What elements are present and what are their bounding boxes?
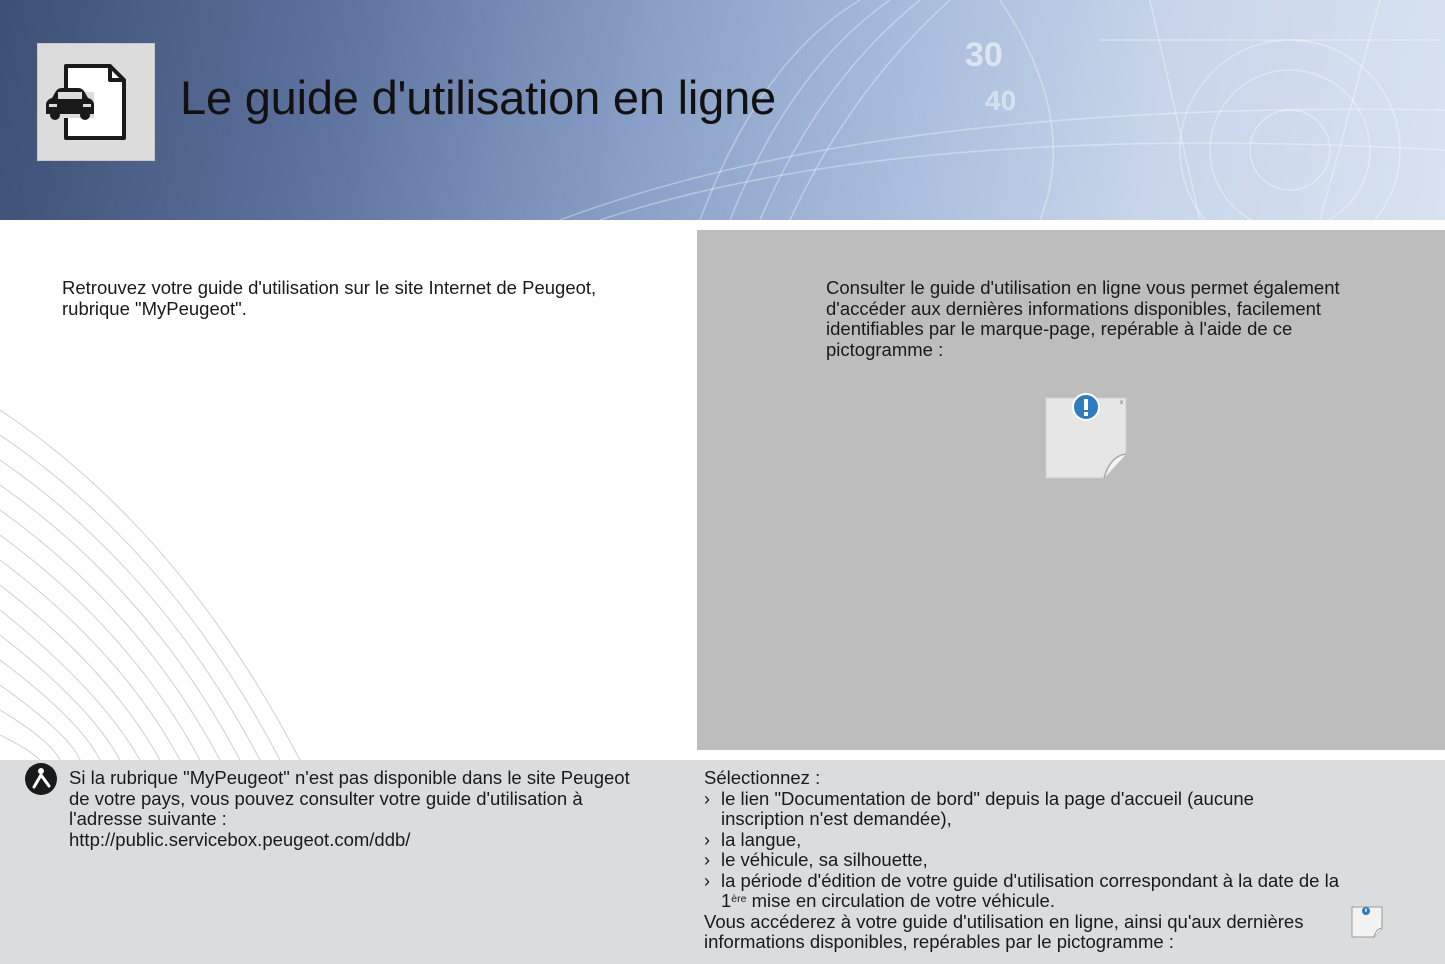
instruction-item (704, 789, 1424, 830)
instruction-item (704, 850, 1424, 871)
svg-text:x: x (1120, 400, 1123, 406)
instruction-item (704, 830, 1424, 851)
chevron-right-icon: › (704, 870, 710, 891)
instructions-block (704, 768, 1424, 953)
left-intro-text: Retrouvez votre guide d'utilisation sur le site Internet de Peugeot, rubrique "MyPeugeot". (62, 277, 597, 319)
right-intro-text: Consulter le guide d'utilisation en ligne vous permet également d'accéder aux dernières informations disponibles, facilement identifiables par le marque-page, repérable à l'aide de ce pictogramme : (826, 277, 1340, 360)
info-note-icon (24, 762, 58, 796)
instructions-heading: Sélectionnez : (704, 767, 821, 788)
closing-line: Vous accéderez à votre guide d'utilisation en ligne, ainsi qu'aux dernières (704, 910, 1304, 932)
bookmark-info-icon (1044, 392, 1130, 480)
instruction-text-rest: mise en circulation de votre véhicule. (746, 890, 1055, 911)
instruction-item (704, 871, 1424, 912)
instruction-text: le lien "Documentation de bord" depuis la page d'accueil (aucune (721, 787, 1254, 809)
note-line: l'adresse suivante : (69, 808, 227, 829)
instruction-text: inscription n'est demandée), (721, 808, 952, 829)
ordinal-number: 1 (721, 890, 732, 911)
bookmark-info-icon (1351, 905, 1383, 938)
chevron-right-icon: › (704, 829, 710, 850)
online-manual-car-document-icon (38, 44, 154, 160)
instruction-text: le véhicule, sa silhouette, (721, 849, 928, 870)
decorative-curves (0, 390, 320, 760)
instruction-text: la période d'édition de votre guide d'utilisation correspondant à la date de la (721, 869, 1339, 891)
chapter-icon-box (38, 44, 154, 160)
ordinal-suffix: ère (731, 893, 747, 905)
closing-line: informations disponibles, repérables par le pictogramme : (704, 931, 1174, 952)
speedometer-mark-40: 40 (985, 85, 1017, 116)
note-text (69, 768, 689, 850)
chevron-right-icon: › (704, 850, 710, 870)
manual-url-link[interactable]: http://public.servicebox.peugeot.com/ddb/ (69, 828, 411, 850)
speedometer-mark-30: 30 (965, 36, 1003, 74)
chevron-right-icon: › (704, 788, 710, 809)
page-title: Le guide d'utilisation en ligne (180, 71, 776, 124)
instruction-text: la langue, (721, 828, 802, 850)
note-line: Si la rubrique "MyPeugeot" n'est pas disponible dans le site Peugeot (69, 767, 630, 788)
note-line: de votre pays, vous pouvez consulter votre guide d'utilisation à (69, 787, 583, 809)
instruction-text (721, 891, 1424, 912)
